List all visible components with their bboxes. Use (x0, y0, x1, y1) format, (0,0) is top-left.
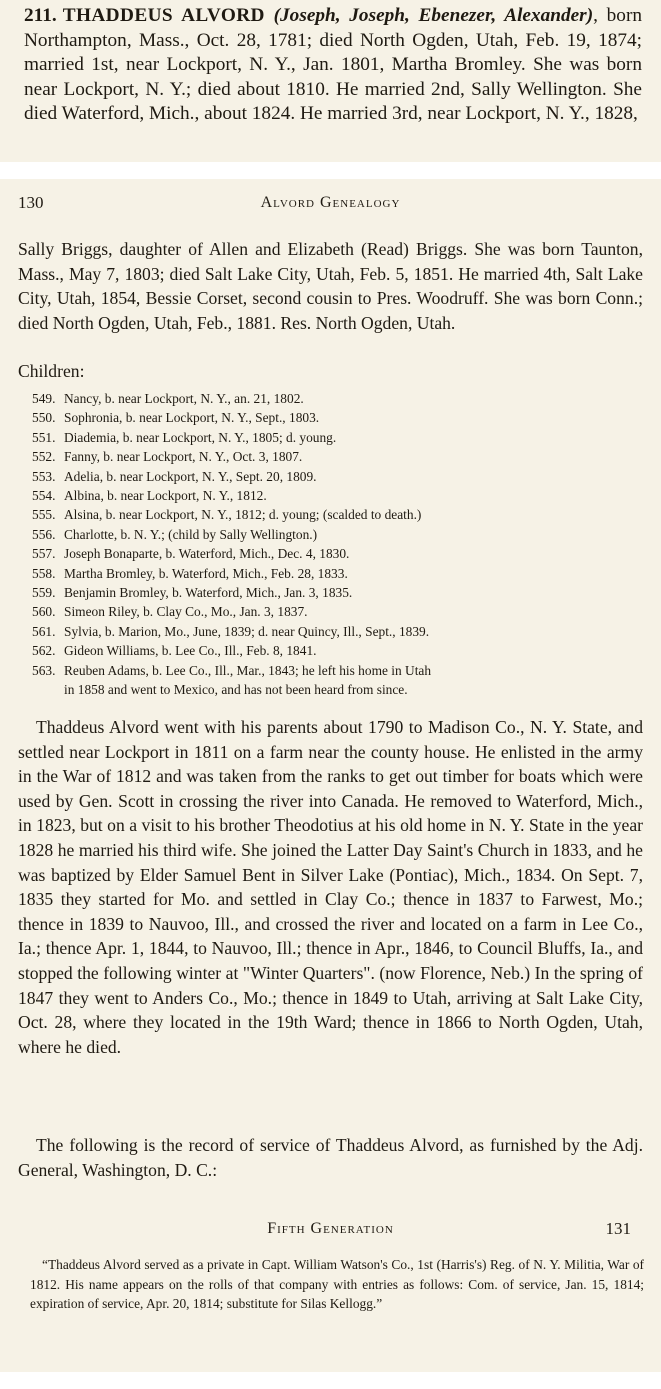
child-text (64, 486, 632, 505)
child-text-main: Benjamin Bromley, b. Waterford, Mich., Jan. 3, 1835. (64, 585, 353, 601)
child-text-continuation: in 1858 and went to Mexico, and has not been heard from since. (64, 682, 408, 698)
child-entry (32, 486, 632, 505)
page-fragment-entry-211 (0, 0, 661, 162)
child-text-main: Fanny, b. near Lockport, N. Y., Oct. 3, 1807. (64, 449, 303, 465)
child-entry (32, 428, 632, 447)
child-text-main: Sophronia, b. near Lockport, N. Y., Sept., 1803. (64, 410, 320, 426)
entry-211-paragraph (24, 4, 642, 127)
child-entry (32, 467, 632, 486)
service-record-quote: “Thaddeus Alvord served as a private in Capt. William Watson's Co., 1st (Harris's) Reg. of N. Y. Militia, War of 1812. His name appears on the rolls of that company with entries as follows: Com. of service, Jan. 15, 1814; expiration of service, Apr. 20, 1814; substitute for Silas Kellogg.” (30, 1257, 644, 1312)
entry-name: THADDEUS ALVORD (62, 5, 265, 26)
child-text (64, 467, 632, 486)
child-text (64, 661, 632, 700)
child-number: 559. (32, 585, 56, 601)
child-entry (32, 389, 632, 408)
child-text-main: Charlotte, b. N. Y.; (child by Sally Wellington.) (64, 526, 318, 542)
child-number: 552. (32, 449, 56, 465)
child-number: 558. (32, 565, 56, 581)
child-entry (32, 661, 632, 700)
child-entry (32, 447, 632, 466)
child-text (64, 583, 632, 602)
child-text (64, 602, 632, 621)
child-number: 549. (32, 391, 56, 406)
child-number: 557. (32, 546, 56, 562)
child-number: 550. (32, 410, 56, 426)
child-text (64, 428, 632, 447)
child-text (64, 447, 632, 466)
entry-parents: (Joseph, Joseph, Ebenezer, Alexander) (273, 5, 594, 26)
children-label: Children: (18, 361, 85, 381)
child-number: 561. (32, 623, 56, 639)
child-entry (32, 622, 632, 641)
child-text (64, 622, 632, 641)
page-number: 130 (18, 193, 44, 212)
child-text (64, 408, 632, 427)
child-text-main: Albina, b. near Lockport, N. Y., 1812. (64, 488, 267, 504)
child-number: 556. (32, 526, 56, 542)
child-text-main: Sylvia, b. Marion, Mo., June, 1839; d. near Quincy, Ill., Sept., 1839. (64, 623, 430, 639)
child-text-main: Gideon Williams, b. Lee Co., Ill., Feb. 8, 1841. (64, 643, 317, 659)
child-text (64, 564, 632, 583)
child-text (64, 544, 632, 563)
child-text-main: Adelia, b. near Lockport, N. Y., Sept. 20, 1809. (64, 468, 317, 484)
child-entry (32, 544, 632, 563)
child-entry (32, 505, 632, 524)
children-list (32, 389, 632, 700)
child-number: 555. (32, 507, 56, 523)
running-title: Alvord Genealogy (260, 194, 401, 211)
child-entry (32, 525, 632, 544)
child-entry (32, 408, 632, 427)
child-number: 551. (32, 429, 56, 445)
page-number: 131 (605, 1219, 631, 1238)
child-entry (32, 641, 632, 660)
service-intro-paragraph: The following is the record of service of Thaddeus Alvord, as furnished by the Adj. General, Washington, D. C.: (18, 1135, 643, 1180)
child-entry (32, 564, 632, 583)
child-number: 553. (32, 468, 56, 484)
child-text-main: Reuben Adams, b. Lee Co., Ill., Mar., 1843; he left his home in Utah (64, 662, 432, 678)
marriage-paragraph: Sally Briggs, daughter of Allen and Elizabeth (Read) Briggs. She was born Taunton, Mass., May 7, 1803; died Salt Lake City, Utah, Feb. 5, 1851. He married 4th, Salt Lake City, Utah, 1854, Bessie Corset, second cousin to Pres. Woodruff. She was born Conn.; died North Ogden, Utah, Feb., 1881. Res. North Ogden, Utah. (18, 239, 643, 333)
child-text (64, 525, 632, 544)
child-number: 563. (32, 662, 56, 678)
entry-number: 211. (24, 5, 57, 26)
child-entry (32, 583, 632, 602)
child-text (64, 389, 632, 408)
child-text-main: Alsina, b. near Lockport, N. Y., 1812; d. young; (scalded to death.) (64, 507, 422, 523)
child-text-main: Nancy, b. near Lockport, N. Y., an. 21, 1802. (64, 391, 304, 406)
running-title: Fifth Generation (267, 1220, 394, 1237)
history-paragraph: Thaddeus Alvord went with his parents about 1790 to Madison Co., N. Y. State, and settled near Lockport in 1811 on a farm near the county house. He enlisted in the army in the War of 1812 and was taken from the ranks to get out timber for boats which were used by Gen. Scott in crossing the river into Canada. He removed to Waterford, Mich., in 1823, but on a visit to his brother Theodotius at his old home in N. Y. State in the year 1828 he married his third wife. She joined the Latter Day Saint's Church in 1833, and he was baptized by Elder Samuel Bent in Silver Lake (Pontiac), Mich., 1834. On Sept. 7, 1835 they started for Mo. and settled in Clay Co.; thence in 1837 to Farwest, Mo.; thence in 1839 to Nauvoo, Ill., and crossed the river and located on a farm in Lee Co., Ia.; thence Apr. 1, 1844, to Nauvoo, Ill.; thence in Apr., 1846, to Council Bluffs, Ia., and stopped the following winter at "Winter Quarters". (now Florence, Neb.) In the spring of 1847 they went to Anders Co., Mo.; thence in 1849 to Utah, arriving at Salt Lake City, Oct. 28, where they located in the 19th Ward; thence in 1866 to North Ogden, Utah, where he died. (18, 717, 643, 1057)
child-text-main: Diademia, b. near Lockport, N. Y., 1805; d. young. (64, 429, 337, 445)
child-text-main: Martha Bromley, b. Waterford, Mich., Feb. 28, 1833. (64, 565, 348, 581)
entry-211-text: , born Northampton, Mass., Oct. 28, 1781; died North Ogden, Utah, Feb. 19, 1874; married 1st, near Lockport, N. Y., Jan. 1801, Martha Bromley. She was born near Lockport, N. Y.; died about 1810. He married 2nd, Sally Wellington. She died Waterford, Mich., about 1824. He married 3rd, near Lockport, N. Y., 1828, (24, 5, 643, 125)
child-text-main: Simeon Riley, b. Clay Co., Mo., Jan. 3, 1837. (64, 604, 308, 620)
child-text-main: Joseph Bonaparte, b. Waterford, Mich., Dec. 4, 1830. (64, 546, 350, 562)
child-text (64, 641, 632, 660)
child-number: 562. (32, 643, 56, 659)
child-entry (32, 602, 632, 621)
child-number: 560. (32, 604, 56, 620)
child-number: 554. (32, 488, 56, 504)
page-130 (0, 179, 661, 1372)
child-text (64, 505, 632, 524)
